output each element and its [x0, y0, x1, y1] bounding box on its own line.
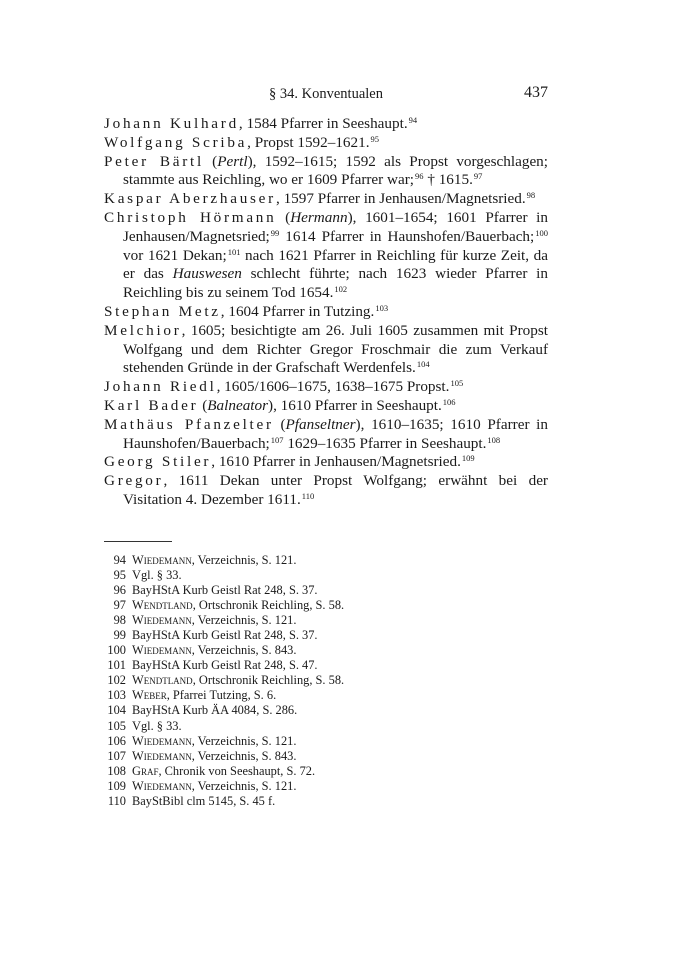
footnote: [104, 643, 548, 658]
entry-paragraph: Johann Riedl, 1605/1606–1675, 1638–1675 Propst.$^{105}$: [104, 378, 464, 396]
entry-paragraph: Stephan Metz, 1604 Pfarrer in Tutzing.$^{103}$: [104, 302, 389, 320]
name-variant: Hermann: [290, 208, 348, 226]
entry-paragraph: Kaspar Aberzhauser, 1597 Pfarrer in Jenhausen/Magnetsried.$^{98}$: [104, 190, 536, 208]
footnote-number: 95: [113, 568, 126, 583]
entry-paragraph: Wolfgang Scriba, Propst 1592–1621.95: [104, 133, 380, 151]
footnote-author: Wiedemann: [132, 733, 192, 748]
footnote-author: Wiedemann: [132, 748, 192, 763]
footnote-text: , Ortschronik Reichling, S. 58.: [192, 598, 345, 613]
footnote: [104, 734, 548, 749]
entry-name: Wolfgang Scriba: [104, 133, 248, 151]
footnote-number: 106: [107, 733, 126, 748]
entry-name: Georg Stiler: [104, 453, 212, 471]
footnote: [104, 764, 548, 779]
name-variant: Hauswesen: [172, 265, 242, 283]
footnote-author: Graf: [132, 763, 159, 778]
running-header: [104, 82, 548, 106]
footnote-text: , Verzeichnis, S. 121.: [191, 733, 297, 748]
entry-paragraph: Mathäus Pfanzelter (Pfanseltner), 1610–1635; 1610 Pfarrer in Haunshofen/Bauerbach;$^{107}$ 1629–1635 Pfarrer in Seeshaupt.$^{108}$: [104, 415, 548, 452]
footnote: [104, 779, 548, 794]
footnote-text: , Ortschronik Reichling, S. 58.: [192, 673, 345, 688]
footnote-ref: 97: [473, 171, 483, 182]
footnote: [104, 673, 548, 688]
entry-name: Peter Bärtl: [104, 152, 204, 170]
footnote-number: 100: [107, 643, 126, 658]
footnote: [104, 749, 548, 764]
footnote-author: Wiedemann: [132, 778, 192, 793]
footnote-author: Wiedemann: [132, 613, 192, 628]
footnote-author: Wendtland: [132, 598, 193, 613]
footnote: [104, 598, 548, 613]
footnote-ref: 106: [442, 396, 456, 407]
footnote-number: 97: [113, 598, 126, 613]
footnote-ref: 104: [416, 359, 430, 370]
footnote-number: 98: [113, 613, 126, 628]
footnote-number: 110: [107, 793, 126, 808]
footnote-author: Wendtland: [132, 673, 193, 688]
entry-list: [104, 115, 548, 510]
entry-name: Kaspar Aberzhauser: [104, 190, 276, 208]
entry-name: Johann Kulhard: [104, 115, 239, 132]
footnote-author: Wiedemann: [132, 643, 192, 658]
footnote-ref: 108: [487, 434, 501, 445]
footnote: [104, 658, 548, 673]
footnote-ref: 105: [450, 378, 464, 389]
footnote: [104, 613, 548, 628]
entry-paragraph: Johann Kulhard, 1584 Pfarrer in Seeshaupt.$^{94}$: [104, 115, 418, 132]
footnote-ref: 102: [334, 284, 348, 295]
footnote: [104, 703, 548, 718]
footnote-ref: 94: [408, 115, 418, 125]
name-variant: Pfanseltner: [285, 415, 356, 433]
entry-name: Gregor: [104, 472, 164, 490]
footnote-ref: 101: [227, 246, 241, 257]
footnote: [104, 583, 548, 598]
entry-paragraph: Peter Bärtl (Pertl), 1592–1615; 1592 als Propst vorgeschlagen; stammte aus Reichling, wo er 1609 Pfarrer war;$^{96}$ † 1615.97: [104, 152, 548, 189]
footnote-number: 96: [113, 583, 126, 598]
name-variant: Pertl: [217, 152, 248, 170]
footnote-ref: 95: [370, 133, 380, 144]
footnote-text: BayHStA Kurb Geistl Rat 248, S. 47.: [132, 658, 318, 673]
footnote-text: , Chronik von Seeshaupt, S. 72.: [158, 763, 316, 778]
entry-name: Melchior: [104, 321, 182, 339]
footnote-ref: 109: [461, 453, 475, 464]
footnote-text: , Verzeichnis, S. 121.: [191, 613, 297, 628]
footnote-ref: 96: [415, 171, 424, 182]
entry-name: Mathäus Pfanzelter: [104, 415, 274, 433]
entry-paragraph: Melchior, 1605; besichtigte am 26. Juli 1605 zusammen mit Propst Wolfgang und dem Richter Gregor Froschmair die zum Verkauf stehenden Gründe in der Grafschaft Werdenfels.$^{104}$: [104, 321, 548, 377]
footnote-ref: 98: [526, 190, 536, 201]
footnote-text: BayStBibl clm 5145, S. 45 f.: [132, 793, 276, 808]
footnote-author: Wiedemann: [132, 553, 192, 567]
footnote-ref: 110: [301, 490, 315, 501]
name-variant: Balneator: [207, 396, 269, 414]
footnote-ref: 99: [270, 227, 280, 238]
footnote-number: 107: [107, 748, 126, 763]
running-title: § 34. Konventualen: [269, 86, 383, 102]
footnote-list: [104, 553, 548, 809]
entry-name: Christoph Hörmann: [104, 208, 277, 226]
footnote: [104, 628, 548, 643]
footnote-ref: 107: [270, 434, 284, 445]
page-number: 437: [524, 84, 548, 101]
footnote-text: , Verzeichnis, S. 121.: [191, 778, 297, 793]
footnote-number: 109: [107, 778, 126, 793]
footnote-text: , Verzeichnis, S. 843.: [191, 643, 297, 658]
footnote-author: Weber: [132, 688, 167, 703]
footnote-text: Vgl. § 33.: [132, 568, 182, 583]
entry-paragraph: Georg Stiler, 1610 Pfarrer in Jenhausen/Magnetsried.$^{109}$: [104, 453, 475, 471]
entry-paragraph: Christoph Hörmann (Hermann), 1601–1654; 1601 Pfarrer in Jenhausen/Magnetsried;$^{99}$ 1614 Pfarrer in Haunshofen/Bauerbach;$^{100}$ vor 1621 Dekan;$^{101}$ nach 1621 Pfarrer in Reichling für kurze Zeit, da er das Hauswesen schlecht führte; nach 1623 wieder Pfarrer in Reichling bis zu seinem Tod 1654.$^{102}$: [104, 208, 549, 302]
footnote-number: 102: [107, 673, 126, 688]
entry-paragraph: Gregor, 1611 Dekan unter Propst Wolfgang; erwähnt bei der Visitation 4. Dezember 1611.$^{110}$: [104, 472, 548, 508]
footnote: [104, 568, 548, 583]
footnote: [104, 688, 548, 703]
footnote-text: BayHStA Kurb ÄA 4084, S. 286.: [132, 703, 298, 718]
entry-name: Stephan Metz: [104, 302, 221, 320]
footnote: [104, 553, 548, 568]
footnote-text: , Pfarrei Tutzing, S. 6.: [166, 688, 277, 703]
footnote-number: 105: [107, 718, 126, 733]
footnote-number: 108: [107, 763, 126, 778]
entry-name: Johann Riedl: [104, 378, 217, 396]
footnote-number: 94: [113, 553, 126, 567]
footnote-rule: [104, 541, 172, 542]
footnote: [104, 794, 548, 809]
footnote-text: BayHStA Kurb Geistl Rat 248, S. 37.: [132, 628, 318, 643]
footnote-text: , Verzeichnis, S. 121.: [191, 553, 297, 567]
footnote-text: , Verzeichnis, S. 843.: [191, 748, 297, 763]
footnote-number: 104: [107, 703, 126, 718]
footnote: [104, 719, 548, 734]
entry-name: Karl Bader: [104, 396, 199, 414]
footnote-text: BayHStA Kurb Geistl Rat 248, S. 37.: [132, 583, 318, 598]
footnote-ref: 103: [375, 302, 389, 313]
footnote-number: 99: [113, 628, 126, 643]
footnote-number: 103: [107, 688, 126, 703]
footnote-number: 101: [107, 658, 126, 673]
entry-paragraph: Karl Bader (Balneator), 1610 Pfarrer in Seeshaupt.$^{106}$: [104, 396, 456, 414]
footnote-ref: 100: [535, 227, 548, 238]
footnote-text: Vgl. § 33.: [132, 718, 182, 733]
